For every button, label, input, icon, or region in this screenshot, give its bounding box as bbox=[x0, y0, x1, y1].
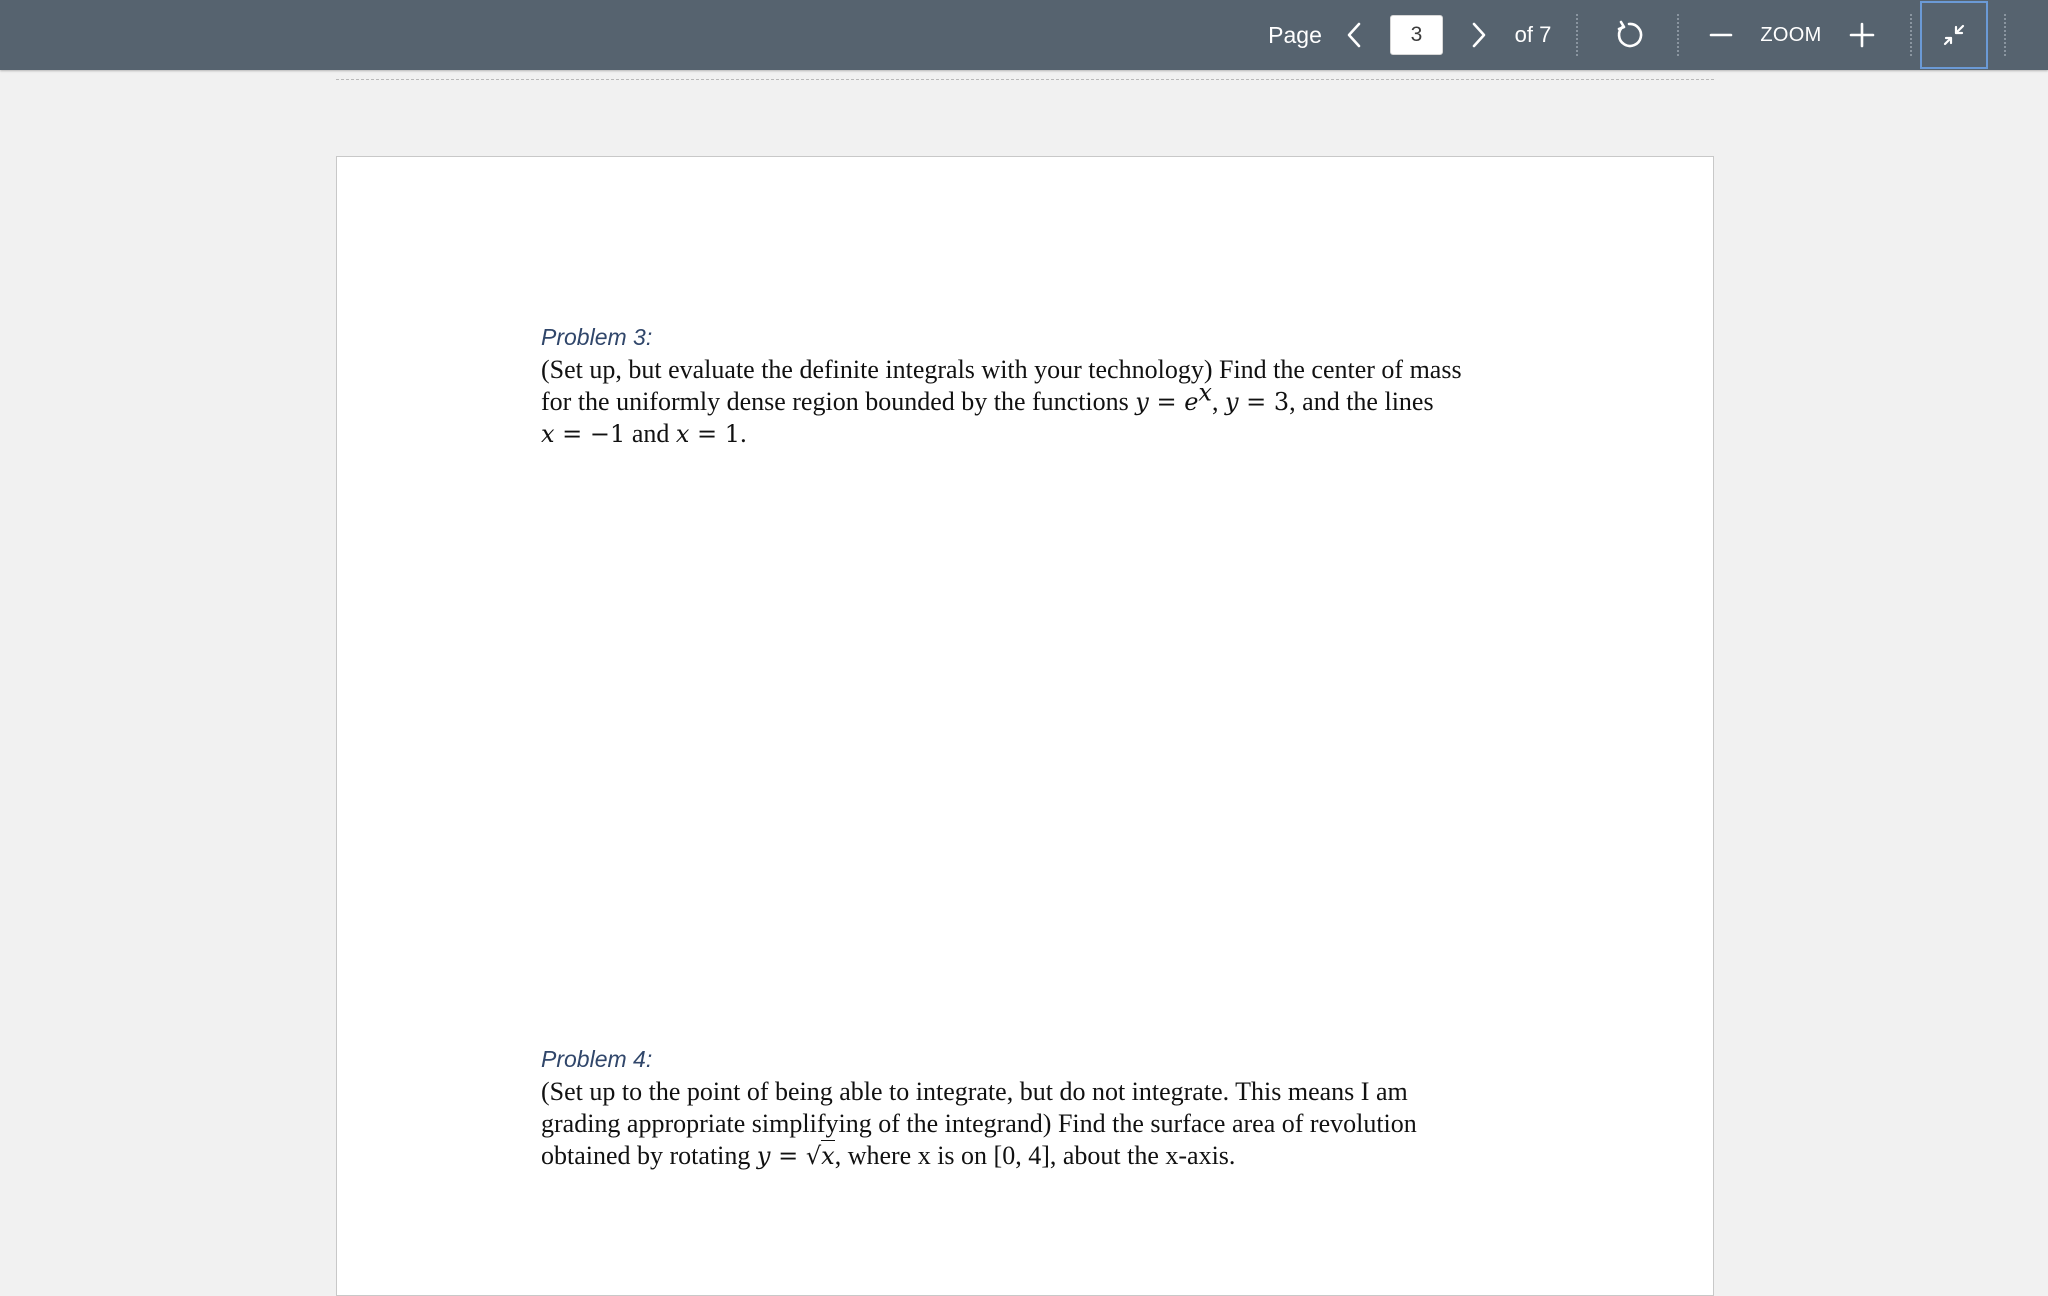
problem-3-title: Problem 3: bbox=[541, 324, 653, 350]
problem-4-title: Problem 4: bbox=[541, 1046, 653, 1072]
equation-value: e bbox=[1184, 388, 1199, 416]
equation-var: x bbox=[541, 420, 555, 448]
chevron-left-icon bbox=[1346, 22, 1362, 48]
problem-3-line-2-tail: , and the lines bbox=[1289, 387, 1434, 416]
and-text: and bbox=[625, 419, 676, 448]
equation-var: y bbox=[1224, 388, 1239, 416]
equation-value: 3 bbox=[1273, 388, 1290, 416]
equation-radicand: x bbox=[821, 1142, 835, 1170]
problem-3-line-2-text: for the uniformly dense region bounded by the functions bbox=[541, 387, 1136, 416]
problem-4-line-3-tail: , where x is on [0, 4], about the x-axis. bbox=[834, 1141, 1236, 1170]
problem-4-line-2: grading appropriate simplifying of the integrand) Find the surface area of revolution bbox=[541, 1109, 1417, 1138]
problem-4 bbox=[541, 1044, 1541, 1172]
page-separator bbox=[336, 79, 1714, 80]
toolbar-divider bbox=[1576, 14, 1578, 56]
plus-icon bbox=[1849, 22, 1875, 48]
zoom-out-button[interactable] bbox=[1704, 0, 1738, 70]
pdf-toolbar bbox=[0, 0, 2048, 70]
previous-page-button[interactable] bbox=[1336, 0, 1372, 70]
equation-var: y bbox=[1135, 388, 1149, 416]
rotate-button[interactable] bbox=[1608, 0, 1650, 70]
problem-3-line-2: for the uniformly dense region bounded by the functions $y = e^x$, y = 3, and the lines bbox=[541, 378, 1434, 416]
equation-var: y bbox=[756, 1142, 771, 1170]
document-page bbox=[336, 156, 1714, 1296]
equation-exponent: x bbox=[1198, 378, 1212, 407]
exit-fullscreen-icon bbox=[1940, 21, 1968, 49]
next-page-button[interactable] bbox=[1460, 0, 1498, 70]
equation-value: 1 bbox=[724, 420, 741, 448]
total-pages-label: of 7 bbox=[1514, 22, 1552, 47]
equation-value: −1 bbox=[589, 420, 626, 448]
zoom-in-button[interactable] bbox=[1844, 0, 1880, 70]
exit-fullscreen-button[interactable] bbox=[1920, 1, 1988, 69]
toolbar-divider bbox=[1677, 14, 1679, 56]
problem-4-line-3-text: obtained by rotating bbox=[541, 1141, 757, 1170]
page-label: Page bbox=[1268, 21, 1322, 48]
equation-var: x bbox=[675, 420, 690, 448]
problem-4-line-3: obtained by rotating y = √x, where x is on [0, 4], about the x-axis. bbox=[541, 1141, 1236, 1170]
problem-3 bbox=[541, 322, 1541, 450]
chevron-right-icon bbox=[1471, 22, 1487, 48]
zoom-label: ZOOM bbox=[1760, 23, 1822, 46]
problem-3-line-1: (Set up, but evaluate the definite integrals with your technology) Find the center of mass bbox=[541, 355, 1462, 384]
toolbar-divider bbox=[2004, 14, 2006, 56]
minus-icon bbox=[1709, 23, 1733, 47]
sqrt-symbol: √ bbox=[805, 1142, 822, 1170]
page-number-input[interactable] bbox=[1390, 15, 1443, 55]
rotate-icon bbox=[1614, 20, 1644, 50]
problem-4-line-1: (Set up to the point of being able to integrate, but do not integrate. This means I am bbox=[541, 1077, 1408, 1106]
problem-3-line-3: x = −1 and x = 1. bbox=[541, 419, 747, 448]
toolbar-divider bbox=[1910, 14, 1912, 56]
